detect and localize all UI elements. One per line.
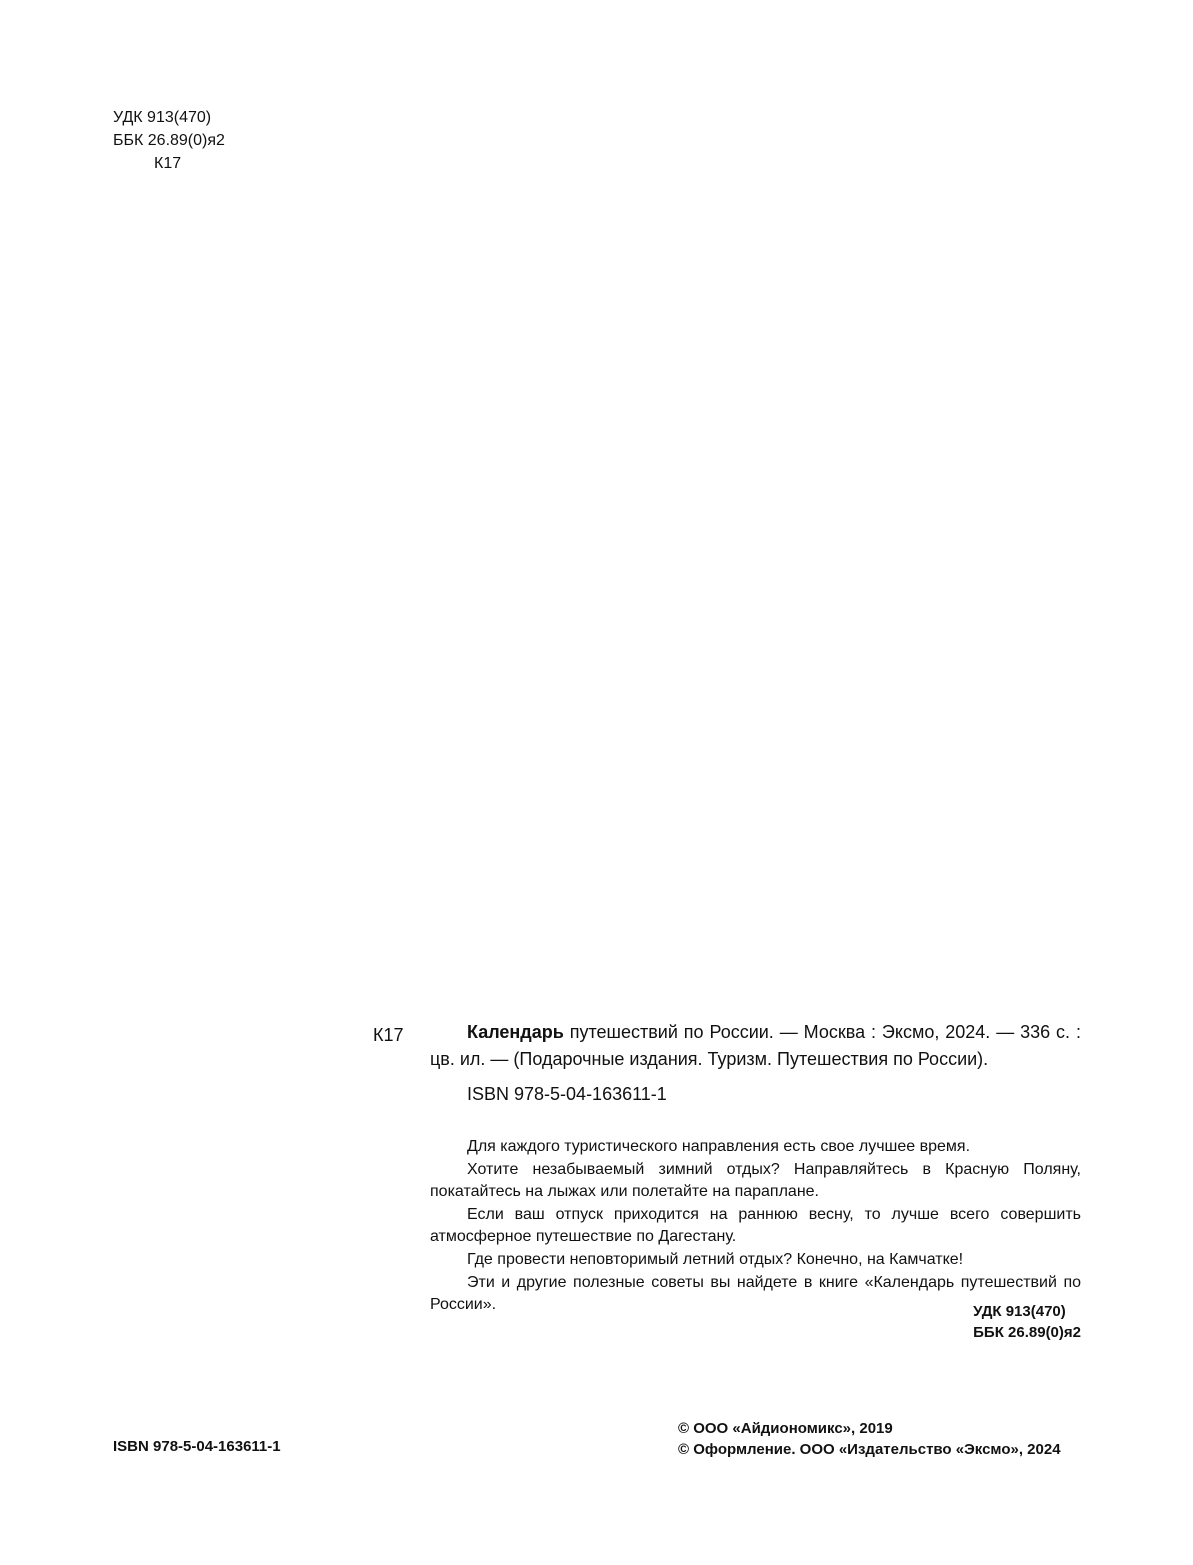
author-sign: К17 (373, 1025, 404, 1045)
udk-code-bottom: УДК 913(470) (973, 1303, 1066, 1320)
annotation (430, 1136, 1081, 1317)
copyright-line: © ООО «Айдиономикс», 2019 (678, 1420, 893, 1437)
udk-code: УДК 913(470) (113, 109, 212, 126)
bibliographic-record (430, 1019, 1081, 1108)
author-mark: К17 (154, 155, 182, 172)
copyright-block (678, 1418, 1061, 1460)
bibliographic-description (430, 1019, 1081, 1072)
annotation-paragraph: Хотите незабываемый зимний отдых? Направляйтесь в Красную Поляну, покатайтесь на лыжах или полетайте на параплане. (430, 1160, 1081, 1201)
book-title: Календарь (467, 1022, 564, 1042)
isbn-record: ISBN 978-5-04-163611-1 (467, 1084, 667, 1104)
annotation-paragraph: Для каждого туристического направления есть свое лучшее время. (467, 1138, 971, 1155)
top-classification-block (113, 106, 225, 175)
bottom-classification-block (973, 1301, 1081, 1343)
isbn-footer: ISBN 978-5-04-163611-1 (113, 1438, 281, 1455)
bbk-code-bottom: ББК 26.89(0)я2 (973, 1324, 1081, 1341)
annotation-paragraph: Если ваш отпуск приходится на раннюю весну, то лучше всего совершить атмосферное путешествие по Дагестану. (430, 1205, 1081, 1246)
copyright-line: © Оформление. ООО «Издательство «Эксмо», 2024 (678, 1441, 1061, 1458)
description-text: путешествий по России. — Москва : Эксмо, 2024. — 336 с. : цв. ил. — (Подарочные издания. Туризм. Путешествия по России). (430, 1022, 1081, 1069)
annotation-paragraph: Где провести неповторимый летний отдых? Конечно, на Камчатке! (467, 1250, 964, 1268)
annotation-paragraph: Эти и другие полезные советы вы найдете в книге «Календарь путешествий по России». (430, 1273, 1081, 1314)
bbk-code: ББК 26.89(0)я2 (113, 132, 225, 149)
